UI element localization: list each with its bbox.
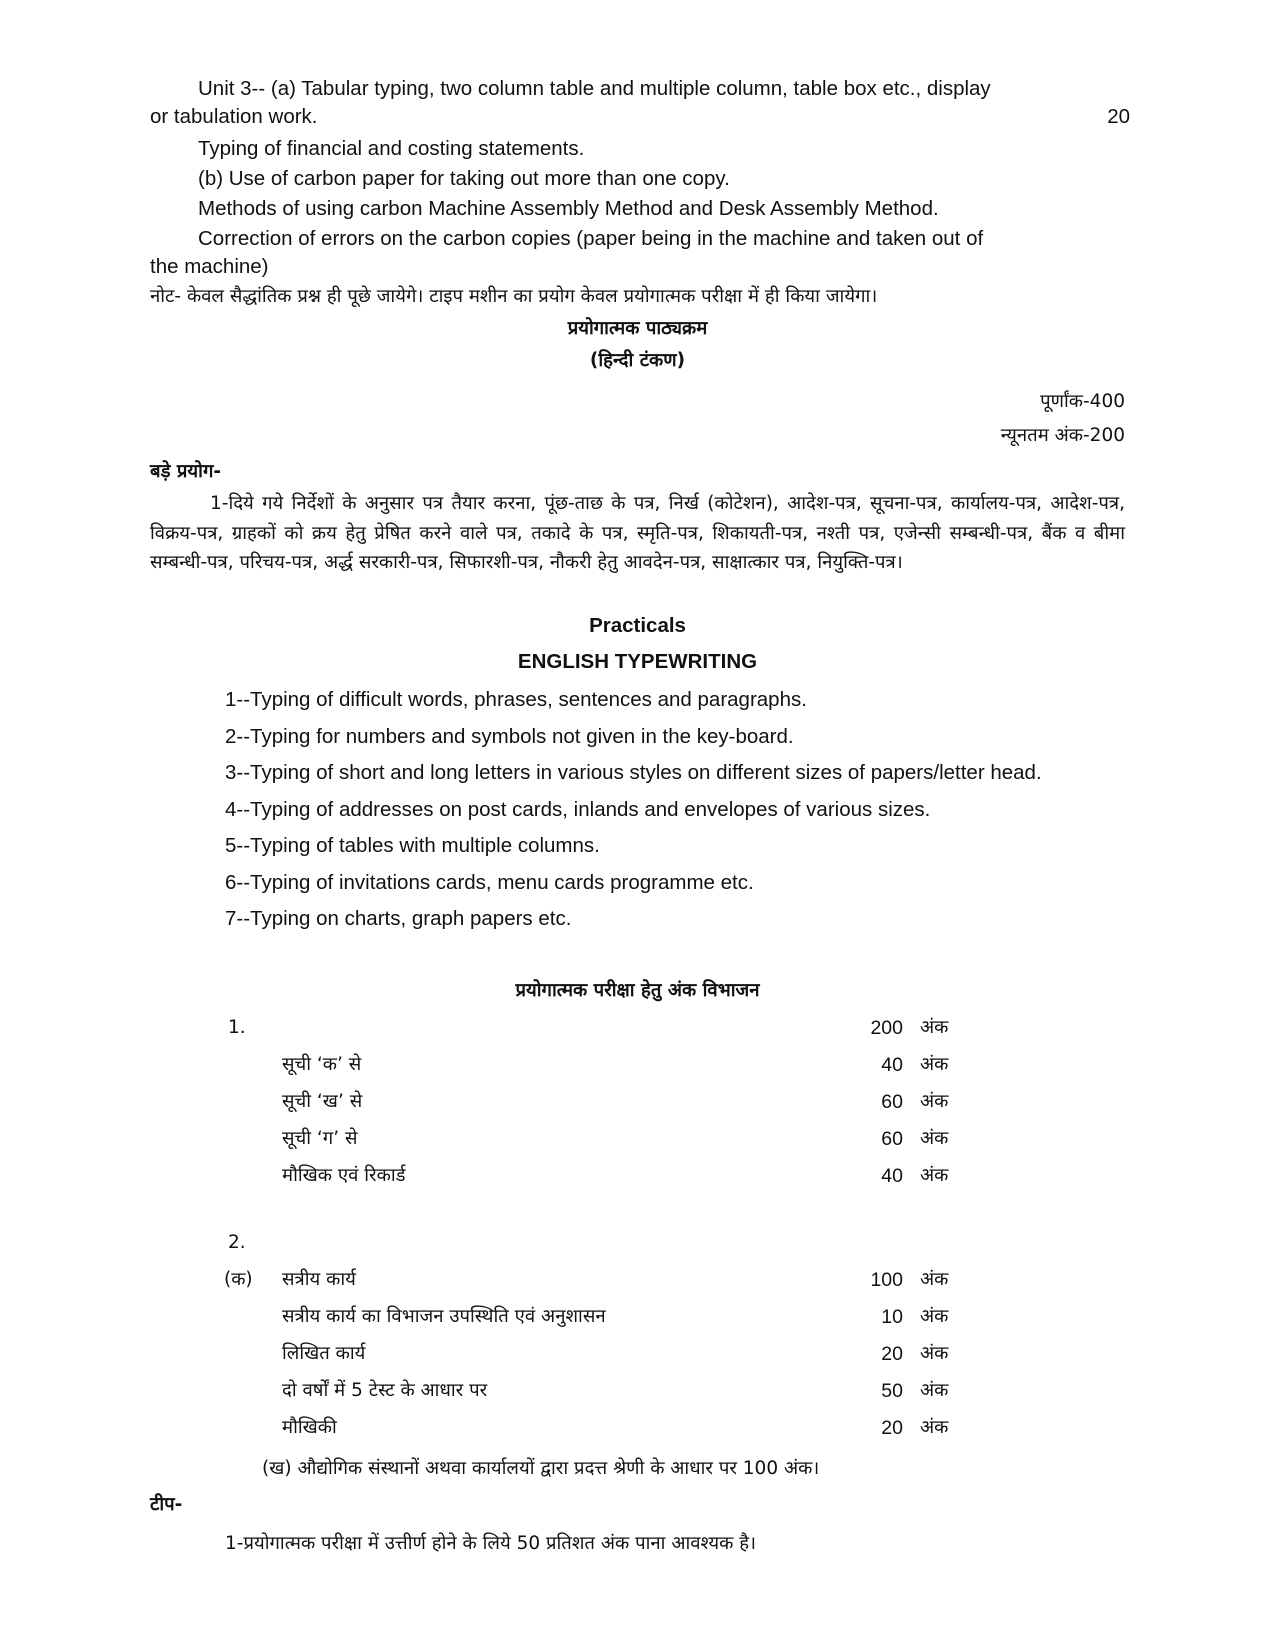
table-row: [228, 1340, 948, 1377]
unit-label: अंक: [920, 1165, 949, 1186]
unit3-line2: or tabulation work.: [150, 105, 318, 128]
unit-label: अंक: [920, 1343, 949, 1364]
practicals-list: [225, 686, 1125, 942]
row-value: 60: [881, 1128, 903, 1150]
unit-label: अंक: [920, 1269, 949, 1290]
part1-total: 200: [870, 1017, 903, 1039]
list-item: 4--Typing of addresses on post cards, inlands and envelopes of various sizes.: [225, 797, 931, 821]
unit-label: अंक: [920, 1306, 949, 1327]
row-label: सूची ‘ख’ से: [282, 1091, 363, 1112]
unit3-item-financial: Typing of financial and costing statements.: [198, 137, 585, 160]
min-marks: न्यूनतम अंक-200: [1000, 425, 1125, 446]
row-label: लिखित कार्य: [282, 1343, 366, 1364]
row-label: मौखिकी: [282, 1417, 337, 1438]
row-label: सत्रीय कार्य का विभाजन उपस्थिति एवं अनुशासन: [282, 1306, 606, 1327]
kha-line: (ख) औद्योगिक संस्थानों अथवा कार्यालयों द्वारा प्रदत्त श्रेणी के आधार पर 100 अंक।: [262, 1458, 820, 1479]
unit-label: अंक: [920, 1054, 949, 1075]
table-row: [228, 1014, 948, 1051]
list-item: 1--Typing of difficult words, phrases, sentences and paragraphs.: [225, 688, 807, 711]
tip-heading: टीप-: [150, 1494, 183, 1515]
table-row: [228, 1229, 948, 1266]
list-item: 7--Typing on charts, graph papers etc.: [225, 907, 572, 930]
row-label: सूची ‘ग’ से: [282, 1128, 358, 1149]
unit3-item-carbon: (b) Use of carbon paper for taking out more than one copy.: [198, 167, 730, 190]
bade-prayog-paragraph: 1-दिये गये निर्देशों के अनुसार पत्र तैयार करना, पूंछ-ताछ के पत्र, निर्ख (कोटेशन), आदेश-पत्र, सूचना-पत्र, कार्यालय-पत्र, आदेश-पत्र, विक्रय-पत्र, ग्राहकों को क्रय हेतु प्रेषित करने वाले पत्र, तकादे के पत्र, स्मृति-पत्र, शिकायती-पत्र, नश्ती पत्र, एजेन्सी सम्बन्धी-पत्र, बैंक व बीमा सम्बन्धी-पत्र, परिचय-पत्र, अर्द्ध सरकारी-पत्र, सिफारशी-पत्र, नौकरी हेतु आवदेन-पत्र, साक्षात्कार पत्र, नियुक्ति-पत्र।: [150, 493, 1125, 573]
unit-label: अंक: [920, 1417, 949, 1438]
unit-label: अंक: [920, 1128, 949, 1149]
english-typewriting-heading: ENGLISH TYPEWRITING: [517, 650, 758, 673]
table-row: [228, 1377, 948, 1414]
table-row: [228, 1162, 948, 1199]
row-label: दो वर्षों में 5 टेस्ट के आधार पर: [282, 1380, 488, 1401]
hindi-practical-title: प्रयोगात्मक पाठ्यक्रम: [567, 318, 708, 339]
row-value: 20: [881, 1343, 903, 1365]
row-value: 20: [881, 1417, 903, 1439]
row-value: 60: [881, 1091, 903, 1113]
table-row: [228, 1303, 948, 1340]
table-row: [228, 1088, 948, 1125]
list-item: 6--Typing of invitations cards, menu cards programme etc.: [225, 870, 754, 894]
list-item: 3--Typing of short and long letters in various styles on different sizes of papers/letter head.: [225, 761, 1042, 784]
list-item: 5--Typing of tables with multiple columns.: [225, 834, 600, 857]
tip-line: 1-प्रयोगात्मक परीक्षा में उत्तीर्ण होने के लिये 50 प्रतिशत अंक पाना आवश्यक है।: [225, 1533, 757, 1554]
list-item: 2--Typing for numbers and symbols not given in the key-board.: [225, 724, 794, 748]
row-label: मौखिक एवं रिकार्ड: [282, 1165, 406, 1186]
marks-part1: [228, 1014, 948, 1199]
table-row: [228, 1125, 948, 1162]
unit3-section: [150, 75, 1110, 281]
marks-part2: [224, 1229, 949, 1451]
full-marks: पूर्णांक-400: [1040, 391, 1125, 412]
ka-marker: (क): [224, 1269, 253, 1290]
row-value: 40: [881, 1054, 903, 1076]
unit-label: अंक: [920, 1091, 949, 1112]
part1-number: 1.: [228, 1017, 246, 1038]
table-row: [224, 1266, 949, 1303]
hindi-practical-subtitle: (हिन्दी टंकण): [589, 350, 686, 371]
part2-number: 2.: [228, 1232, 246, 1253]
row-label: सूची ‘क’ से: [282, 1054, 362, 1075]
marks-division-heading: प्रयोगात्मक परीक्षा हेतु अंक विभाजन: [515, 980, 760, 1001]
row-value: 40: [881, 1165, 903, 1187]
unit3-line1: Unit 3-- (a) Tabular typing, two column table and multiple column, table box etc., display: [198, 77, 991, 100]
unit3-correction-line2: the machine): [150, 255, 269, 278]
unit3-correction-line1: Correction of errors on the carbon copies (paper being in the machine and taken out of: [198, 227, 984, 250]
section-heading-bade-prayog: बड़े प्रयोग-: [150, 461, 222, 482]
unit3-marks: 20: [1107, 105, 1130, 128]
row-value: 100: [870, 1269, 903, 1291]
unit3-item-methods: Methods of using carbon Machine Assembly Method and Desk Assembly Method.: [198, 197, 939, 220]
table-row: [228, 1051, 948, 1088]
unit3-note: नोट- केवल सैद्धांतिक प्रश्न ही पूछे जायेगे। टाइप मशीन का प्रयोग केवल प्रयोगात्मक परीक्षा में ही किया जायेगा।: [150, 286, 878, 307]
practicals-heading: Practicals: [589, 614, 686, 637]
row-value: 10: [881, 1306, 903, 1328]
row-value: 50: [881, 1380, 903, 1402]
row-label: सत्रीय कार्य: [282, 1269, 356, 1290]
unit-label: अंक: [920, 1380, 949, 1401]
unit-label: अंक: [920, 1017, 949, 1038]
table-row: [228, 1414, 948, 1451]
